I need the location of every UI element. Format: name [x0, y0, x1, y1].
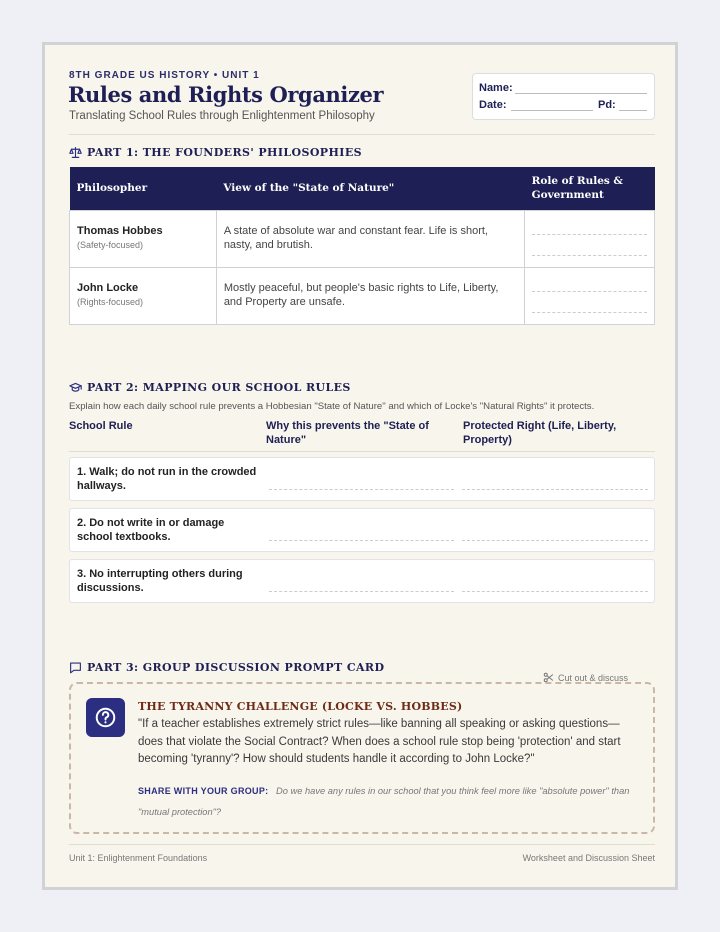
part2-heading-text: PART 2: MAPPING OUR SCHOOL RULES [87, 381, 351, 394]
date-field[interactable] [511, 110, 593, 111]
answer-line [532, 234, 647, 235]
col-header-why: Why this prevents the "State of Nature" [266, 420, 429, 446]
list-item [69, 508, 655, 552]
col-header-philosopher: Philosopher [70, 167, 217, 210]
part1-heading-text: PART 1: THE FOUNDERS' PHILOSOPHIES [87, 146, 362, 159]
part3-heading [69, 661, 384, 674]
why-answer-line[interactable] [269, 489, 454, 490]
part2-heading [69, 381, 351, 394]
right-answer-line[interactable] [462, 489, 648, 490]
col-header-right: Protected Right (Life, Liberty, Property) [463, 420, 617, 446]
graduation-cap-icon [69, 381, 82, 394]
part1-heading [69, 146, 362, 159]
list-item [69, 559, 655, 603]
share-prompt [138, 781, 638, 823]
header-divider [69, 134, 655, 135]
footer-left: Unit 1: Enlightenment Foundations [69, 853, 208, 863]
date-label: Date: [479, 99, 507, 111]
philosopher-name: John Locke [77, 281, 139, 294]
period-label: Pd: [598, 99, 616, 111]
share-text: Do we have any rules in our school that you think feel more like "absolute power" than "mutual protection"? [138, 786, 630, 817]
col-header-state-of-nature: View of the "State of Nature" [216, 167, 524, 210]
philosopher-cell [70, 210, 217, 267]
philosopher-cell [70, 267, 217, 324]
question-icon [86, 698, 125, 737]
philosopher-view: A state of absolute war and constant fear. Life is short, nasty, and brutish. [223, 224, 488, 251]
chat-bubble-icon [69, 661, 82, 674]
name-date-box [472, 73, 655, 120]
prompt-quote: "If a teacher establishes extremely strict rules—like banning all speaking or asking questions—does that violate the Social Contract? When does a school rule stop being 'protection' and start becoming 'tyranny'? How should students handle it according to John Locke?" [138, 718, 621, 765]
role-answer-cell[interactable] [525, 267, 655, 324]
discussion-prompt-card [69, 682, 655, 834]
worksheet-frame [42, 42, 678, 890]
school-rule-text: 2. Do not write in or damage school textbooks. [77, 517, 225, 543]
right-answer-line[interactable] [462, 540, 648, 541]
part3-heading-text: PART 3: GROUP DISCUSSION PROMPT CARD [87, 661, 385, 674]
share-label: SHARE WITH YOUR GROUP: [138, 786, 269, 796]
answer-line [532, 291, 647, 292]
philosopher-focus: (Safety-focused) [77, 239, 144, 250]
part2-divider [69, 451, 655, 452]
philosopher-focus: (Rights-focused) [77, 296, 144, 307]
question-badge [86, 698, 125, 737]
col-header-school-rule: School Rule [69, 420, 133, 432]
list-item [69, 457, 655, 501]
answer-line [532, 255, 647, 256]
course-eyebrow: 8TH GRADE US HISTORY • UNIT 1 [69, 70, 260, 81]
page-title: Rules and Rights Organizer [68, 82, 384, 107]
part2-instructions: Explain how each daily school rule prevents a Hobbesian "State of Nature" and which of Locke's "Natural Rights" it protects. [69, 401, 595, 412]
view-cell [216, 210, 524, 267]
balance-scale-icon [69, 146, 82, 159]
col-header-role: Role of Rules & Government [525, 167, 655, 210]
cut-out-label: Cut out & discuss [558, 672, 629, 683]
school-rule-text: 3. No interrupting others during discussions. [77, 568, 243, 594]
footer-right: Worksheet and Discussion Sheet [522, 853, 655, 863]
table-row [70, 267, 655, 324]
table-row [70, 210, 655, 267]
philosophers-table [69, 167, 655, 325]
philosopher-view: Mostly peaceful, but people's basic rights to Life, Liberty, and Property are unsafe. [223, 281, 499, 308]
worksheet-page [45, 45, 675, 887]
name-label: Name: [479, 82, 513, 94]
prompt-title: THE TYRANNY CHALLENGE (LOCKE VS. HOBBES) [138, 700, 463, 713]
role-answer-cell[interactable] [525, 210, 655, 267]
answer-line [532, 312, 647, 313]
right-answer-line[interactable] [462, 591, 648, 592]
name-field[interactable] [515, 93, 647, 94]
why-answer-line[interactable] [269, 540, 454, 541]
why-answer-line[interactable] [269, 591, 454, 592]
view-cell [216, 267, 524, 324]
page-subtitle: Translating School Rules through Enlightenment Philosophy [69, 110, 375, 122]
footer-divider [69, 844, 655, 845]
school-rule-text: 1. Walk; do not run in the crowded hallways. [77, 466, 257, 492]
philosopher-name: Thomas Hobbes [77, 224, 163, 237]
period-field[interactable] [619, 110, 647, 111]
